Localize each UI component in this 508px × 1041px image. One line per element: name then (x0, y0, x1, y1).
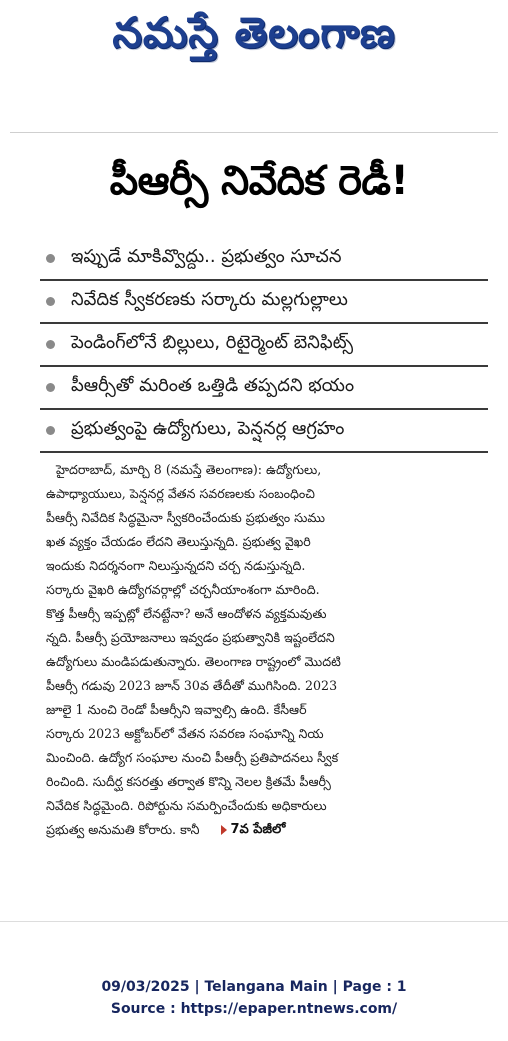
article-line: హైదరాబాద్, మార్చి 8 (నమస్తే తెలంగాణ): ఉద్యోగులు, (56, 462, 322, 477)
article-line: పీఆర్సీ గడువు 2023 జూన్ 30వ తేదీతో ముగిసింది. 2023 (46, 678, 338, 693)
article-body (46, 458, 478, 842)
bullet-text: ఇప్పుడే మాకివ్వొద్దు.. ప్రభుత్వం సూచన (71, 246, 342, 267)
bullet-icon (46, 297, 55, 306)
article-line: ఇందుకు నిదర్శనంగా నిలుస్తున్నదని చర్చ నడుస్తున్నది. (46, 558, 306, 573)
bullet-item (40, 238, 488, 281)
bullet-icon (46, 340, 55, 349)
bullet-text: పీఆర్సీతో మరింత ఒత్తిడి తప్పదని భయం (71, 375, 355, 396)
article-line: రించింది. సుదీర్ఘ కసరత్తు తర్వాత కొన్ని నెలల క్రితమే పీఆర్సీ (46, 774, 331, 789)
footer-source-line: Source : https://epaper.ntnews.com/ (110, 1001, 398, 1017)
bullet-text: ప్రభుత్వంపై ఉద్యోగులు, పెన్షనర్ల ఆగ్రహం (71, 418, 345, 439)
bullet-item (40, 367, 488, 410)
footer-date-line: 09/03/2025 | Telangana Main | Page : 1 (101, 979, 407, 995)
bullet-item (40, 410, 488, 453)
article-line: ఉద్యోగులు మండిపడుతున్నారు. తెలంగాణ రాష్ట్రంలో మొదటి (46, 654, 341, 669)
article-line: నివేదిక సిద్ధమైంది. రిపోర్టును సమర్పించేందుకు అధికారులు (46, 798, 327, 813)
article-line: న్నది. పీఆర్సీ ప్రయోజనాలు ఇవ్వడం ప్రభుత్వానికి ఇష్టంలేదని (46, 630, 335, 645)
bullet-icon (46, 426, 55, 435)
bullet-text: నివేదిక స్వీకరణకు సర్కారు మల్లగుల్లాలు (71, 289, 348, 310)
article-line: ఖత వ్యక్తం చేయడం లేదని తెలుస్తున్నది. ప్రభుత్వ వైఖరి (46, 534, 311, 549)
bullet-text: పెండింగ్‌లోనే బిల్లులు, రిటైర్మెంట్ బెనిఫిట్స్ (71, 332, 354, 353)
article-line: కొత్త పీఆర్సీ ఇప్పట్లో లేనట్టేనా? అనే ఆందోళన వ్యక్తమవుతు (46, 606, 327, 621)
bullet-list (40, 238, 488, 453)
continuation-text: 7వ పేజీలో (230, 822, 286, 837)
article-line: పీఆర్సీ నివేదిక సిద్ధమైనా స్వీకరించేందుకు ప్రభుత్వం సుము (46, 510, 326, 525)
bullet-icon (46, 383, 55, 392)
article-line: ప్రభుత్వ అనుమతి కోరారు. కానీ (46, 822, 200, 837)
article-line: సర్కారు 2023 అక్టోబర్‌లో వేతన సవరణ సంఘాన్ని నియ (46, 726, 324, 741)
masthead-logo: నమస్తే తెలంగాణ (112, 8, 396, 57)
bullet-item (40, 324, 488, 367)
article-line: జూలై 1 నుంచి రెండో పీఆర్సీని ఇవ్వాల్సి ఉంది. కేసీఆర్ (46, 702, 307, 717)
article-line: మించింది. ఉద్యోగ సంఘాల నుంచి పీఆర్సీ ప్రతిపాదనలు స్వీక (46, 750, 339, 765)
footer (0, 976, 508, 1020)
article-line: ఉపాధ్యాయులు, పెన్షనర్ల వేతన సవరణలకు సంబంధించి (46, 486, 315, 501)
bullet-icon (46, 254, 55, 263)
article-line: సర్కారు వైఖరి ఉద్యోగవర్గాల్లో చర్చనీయాంశంగా మారింది. (46, 582, 320, 597)
bullet-item (40, 281, 488, 324)
article-last-row (46, 818, 478, 842)
divider (10, 132, 498, 133)
arrow-right-icon (221, 825, 227, 835)
continuation-marker (221, 818, 285, 842)
headline: పీఆర్సీ నివేదిక రెడీ! (109, 158, 409, 204)
